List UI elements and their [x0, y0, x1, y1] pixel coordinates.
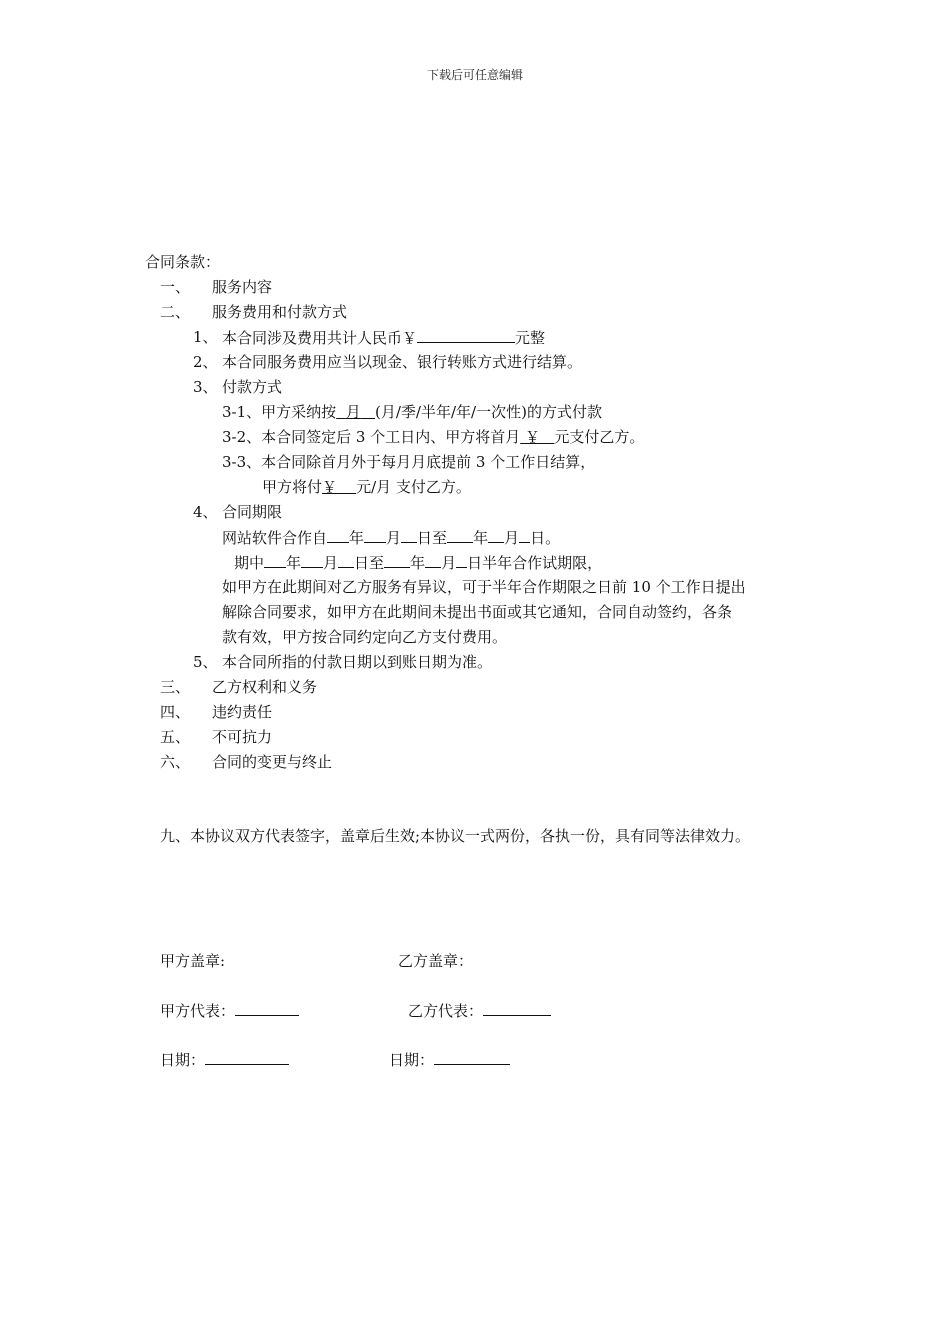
- blank-line: [417, 327, 515, 343]
- term-text: 年: [286, 554, 302, 572]
- blank-line: [364, 527, 386, 543]
- item-text: 元支付乙方。: [554, 428, 645, 446]
- term-text: 日。: [530, 529, 561, 547]
- item-text: 元整: [515, 329, 546, 347]
- label: 日期：: [389, 1051, 435, 1069]
- section-number: 五、: [160, 728, 191, 746]
- blank-line: [384, 552, 410, 568]
- item-text: 元/月 支付乙方。: [356, 478, 471, 496]
- blank-line: [447, 527, 473, 543]
- item-number: 5、: [193, 653, 218, 671]
- blank-line: [327, 527, 349, 543]
- party-a-representative: [160, 1001, 299, 1021]
- section-number: 二、: [160, 303, 191, 321]
- party-b-date: [389, 1050, 510, 1070]
- item-text: 本合同涉及费用共计人民币￥: [222, 329, 418, 347]
- blank-line: [338, 552, 354, 568]
- section-number: 四、: [160, 703, 191, 721]
- party-a-seal-label: 甲方盖章:: [160, 952, 226, 970]
- term-text: 月: [504, 529, 520, 547]
- blank-line: [301, 552, 323, 568]
- label: 甲方代表：: [160, 1002, 236, 1020]
- item-monthly-pay: [262, 477, 471, 497]
- party-b-seal-label: 乙方盖章：: [398, 952, 474, 970]
- item-text: (月/季/半年/年/一次性)的方式付款: [375, 403, 602, 421]
- paragraph-line: 如甲方在此期间对乙方服务有异议，可于半年合作期限之日前 10 个工作日提出: [222, 578, 746, 596]
- term-text: 年: [410, 554, 426, 572]
- effective-clause: 九、本协议双方代表签字，盖章后生效;本协议一式两份，各执一份，具有同等法律效力。: [160, 827, 751, 845]
- blank-line: [401, 527, 417, 543]
- trial-period-dates: [234, 552, 602, 573]
- term-text: 期中: [234, 554, 265, 572]
- term-text: 月: [386, 529, 402, 547]
- filled-blank: [520, 428, 554, 446]
- contract-term-dates: [222, 527, 560, 548]
- item-text: 3-3、本合同除首月外于每月月底提前 3 个工作日结算，: [222, 453, 596, 471]
- item-number: 1、: [193, 328, 218, 346]
- label: 日期：: [160, 1051, 206, 1069]
- signature-line: [235, 1001, 299, 1016]
- signature-line: [434, 1050, 510, 1065]
- item-text: 本合同所指的付款日期以到账日期为准。: [222, 653, 493, 671]
- section-heading: 合同的变更与终止: [212, 753, 333, 771]
- item-text: 合同期限: [222, 503, 283, 521]
- term-text: 网站软件合作自: [222, 529, 328, 547]
- label: 乙方代表：: [408, 1002, 484, 1020]
- term-text: 日半年合作试期限，: [467, 554, 603, 572]
- filled-value: ￥: [322, 478, 338, 496]
- section-heading: 乙方权利和义务: [212, 678, 318, 696]
- blank-line: [519, 527, 530, 543]
- term-text: 年: [349, 529, 365, 547]
- filled-value: ￥: [525, 428, 541, 446]
- section-heading: 不可抗力: [212, 728, 273, 746]
- filled-value: 月: [345, 403, 361, 421]
- section-number: 三、: [160, 678, 191, 696]
- term-text: 月: [441, 554, 457, 572]
- item-text: 甲方将付: [262, 478, 323, 496]
- item-number: 3、: [193, 378, 218, 396]
- party-b-representative: [408, 1001, 551, 1021]
- item-payment-period: [222, 402, 602, 422]
- term-text: 日至: [417, 529, 448, 547]
- section-heading: 违约责任: [212, 703, 273, 721]
- page-header: 下载后可任意编辑: [426, 68, 523, 82]
- filled-blank: [336, 403, 375, 421]
- filled-blank: [322, 478, 356, 496]
- item-number: 2、: [193, 353, 218, 371]
- term-text: 年: [473, 529, 489, 547]
- item-text: 3-2、本合同签定后 3 个工日内、甲方将首月: [222, 428, 521, 446]
- term-text: 日至: [354, 554, 385, 572]
- party-a-date: [160, 1050, 289, 1070]
- paragraph-line: 解除合同要求，如甲方在此期间未提出书面或其它通知，合同自动签约，各条: [222, 603, 733, 621]
- item-text: 付款方式: [222, 378, 283, 396]
- blank-line: [264, 552, 286, 568]
- section-number: 一、: [160, 278, 191, 296]
- item-first-month: [222, 427, 644, 447]
- blank-line: [456, 552, 467, 568]
- item-fee-total: [222, 327, 545, 348]
- item-number: 4、: [193, 503, 218, 521]
- signature-line: [483, 1001, 551, 1016]
- item-text: 3-1、甲方采纳按: [222, 403, 337, 421]
- blank-line: [488, 527, 504, 543]
- section-heading: 服务费用和付款方式: [212, 303, 348, 321]
- blank-line: [425, 552, 441, 568]
- signature-line: [205, 1050, 289, 1065]
- contract-title: 合同条款：: [145, 253, 221, 271]
- term-text: 月: [323, 554, 339, 572]
- item-text: 本合同服务费用应当以现金、银行转账方式进行结算。: [222, 353, 583, 371]
- section-number: 六、: [160, 753, 191, 771]
- section-heading: 服务内容: [212, 278, 273, 296]
- paragraph-line: 款有效，甲方按合同约定向乙方支付费用。: [222, 628, 508, 646]
